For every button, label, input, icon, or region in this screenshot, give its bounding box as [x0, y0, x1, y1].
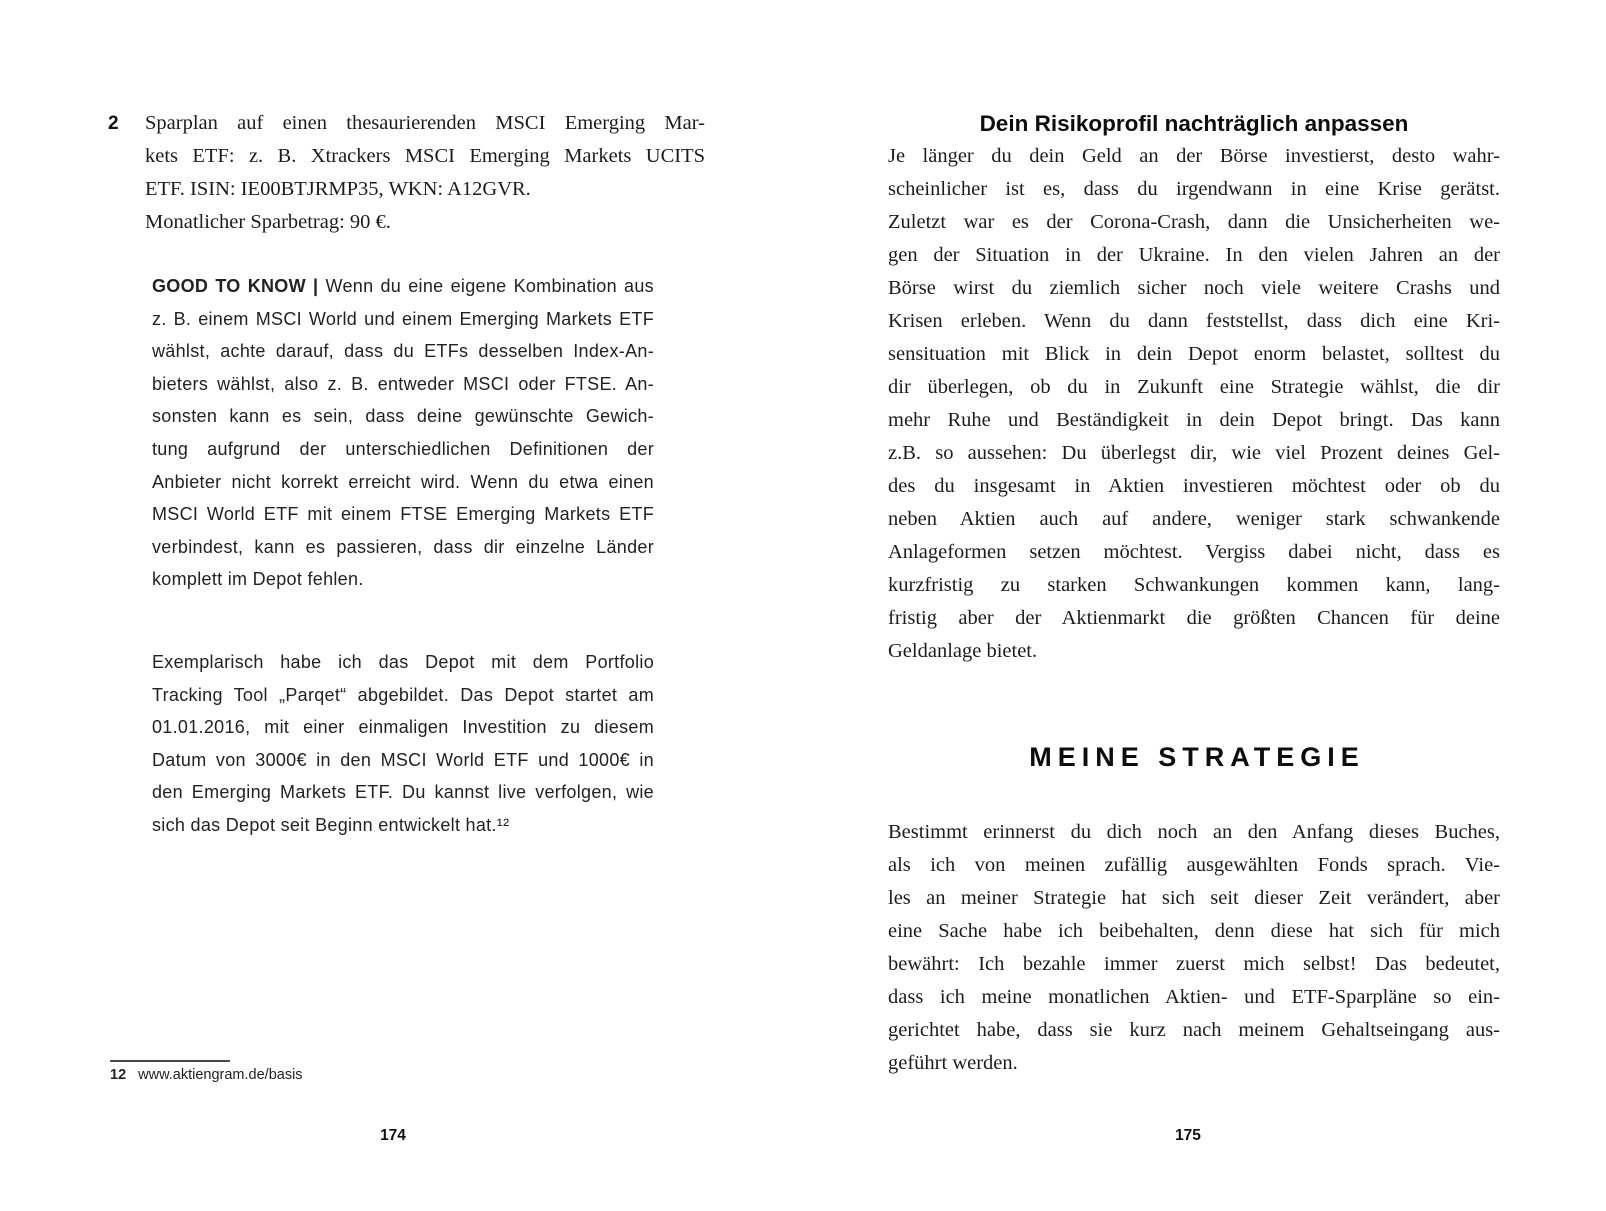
good-to-know-box — [152, 270, 654, 596]
text-line: des du insgesamt in Aktien investieren möchtest oder ob du — [888, 475, 1500, 497]
text-line: 01.01.2016, mit einer einmaligen Investition zu diesem — [152, 717, 654, 738]
section-heading: Dein Risikoprofil nachträglich anpassen — [979, 111, 1409, 136]
text-line: wählst, achte darauf, dass du ETFs desselben Index-An- — [152, 341, 654, 362]
text-line: sich das Depot seit Beginn entwickelt hat.¹² — [152, 814, 510, 835]
list-item-number: 2 — [108, 113, 119, 134]
text-line: verbindest, kann es passieren, dass dir einzelne Länder — [152, 536, 654, 557]
text-line: kets ETF: z. B. Xtrackers MSCI Emerging Markets UCITS — [145, 145, 705, 167]
footnote-number: 12 — [110, 1067, 127, 1083]
text-line: scheinlicher ist es, dass du irgendwann in eine Krise gerätst. — [888, 178, 1500, 200]
text-line: ETF. ISIN: IE00BTJRMP35, WKN: A12GVR. — [145, 178, 531, 200]
text-line: z.B. so aussehen: Du überlegst dir, wie viel Prozent deines Gel- — [888, 442, 1500, 464]
footnote-divider — [110, 1060, 230, 1062]
text-line: geführt werden. — [888, 1052, 1018, 1074]
risk-profile-paragraph — [888, 140, 1500, 668]
text-line: als ich von meinen zufällig ausgewählten Fonds sprach. Vie- — [888, 854, 1500, 876]
text-line: dir überlegen, ob du in Zukunft eine Strategie wählst, die dir — [888, 376, 1500, 398]
footnote — [110, 1066, 303, 1085]
text-line: sensituation mit Blick in dein Depot enorm belastet, solltest du — [888, 343, 1500, 365]
text-line: Anbieter nicht korrekt erreicht wird. Wenn du etwa einen — [152, 471, 654, 492]
text-line: gerichtet habe, dass sie kurz nach meinem Gehaltseingang aus- — [888, 1019, 1500, 1041]
good-to-know-first-line — [152, 270, 654, 303]
text-line: Geldanlage bietet. — [888, 640, 1038, 662]
text-line: Zuletzt war es der Corona-Crash, dann die Unsicherheiten we- — [888, 211, 1500, 233]
text-line: eine Sache habe ich beibehalten, denn diese hat sich für mich — [888, 920, 1500, 942]
text-line: Börse wirst du ziemlich sicher noch viele weitere Crashs und — [888, 277, 1500, 299]
list-item-text — [145, 107, 705, 239]
good-to-know-intro: Wenn du eine eigene Kombination aus — [325, 276, 654, 296]
text-line: MSCI World ETF mit einem FTSE Emerging Markets ETF — [152, 504, 654, 525]
text-line: sonsten kann es sein, dass deine gewünschte Gewich- — [152, 406, 654, 427]
strategy-paragraph — [888, 816, 1500, 1080]
text-line: Exemplarisch habe ich das Depot mit dem Portfolio — [152, 652, 654, 672]
text-line: mehr Ruhe und Beständigkeit in dein Depot bringt. Das kann — [888, 409, 1500, 431]
good-to-know-label: GOOD TO KNOW | — [152, 276, 319, 296]
text-line: Anlageformen setzen möchtest. Vergiss dabei nicht, dass es — [888, 541, 1500, 563]
text-line: komplett im Depot fehlen. — [152, 569, 364, 590]
text-line: bewährt: Ich bezahle immer zuerst mich selbst! Das bedeutet, — [888, 953, 1500, 975]
text-line: fristig aber der Aktienmarkt die größten Chancen für deine — [888, 607, 1500, 629]
text-line: Tracking Tool „Parqet“ abgebildet. Das Depot startet am — [152, 684, 654, 705]
footnote-url: www.aktiengram.de/basis — [138, 1067, 303, 1083]
text-line: les an meiner Strategie hat sich seit dieser Zeit verändert, aber — [888, 887, 1500, 909]
text-line: Sparplan auf einen thesaurierenden MSCI Emerging Mar- — [145, 112, 705, 134]
text-line: dass ich meine monatlichen Aktien- und ETF-Sparpläne so ein- — [888, 986, 1500, 1008]
text-line: z. B. einem MSCI World und einem Emerging Markets ETF — [152, 308, 654, 329]
text-line: Monatlicher Sparbetrag: 90 €. — [145, 211, 391, 233]
text-line: Bestimmt erinnerst du dich noch an den Anfang dieses Buches, — [888, 821, 1500, 843]
text-line: neben Aktien auch auf andere, weniger stark schwankende — [888, 508, 1500, 530]
text-line: den Emerging Markets ETF. Du kannst live verfolgen, wie — [152, 782, 654, 803]
text-line: kurzfristig zu starken Schwankungen kommen kann, lang- — [888, 574, 1500, 596]
page-number-left: 174 — [380, 1127, 406, 1144]
text-line: tung aufgrund der unterschiedlichen Definitionen der — [152, 438, 654, 459]
example-paragraph — [152, 646, 654, 842]
text-line: bieters wählst, also z. B. entweder MSCI oder FTSE. An- — [152, 373, 654, 394]
text-line: Datum von 3000€ in den MSCI World ETF und 1000€ in — [152, 749, 654, 770]
text-line: Je länger du dein Geld an der Börse investierst, desto wahr- — [888, 145, 1500, 167]
text-line: gen der Situation in der Ukraine. In den vielen Jahren an der — [888, 244, 1500, 266]
page-number-right: 175 — [1175, 1127, 1201, 1144]
text-line: Krisen erleben. Wenn du dann feststellst, dass dich eine Kri- — [888, 310, 1500, 332]
chapter-heading: MEINE STRATEGIE — [1029, 742, 1365, 772]
good-to-know-lines — [152, 303, 654, 596]
